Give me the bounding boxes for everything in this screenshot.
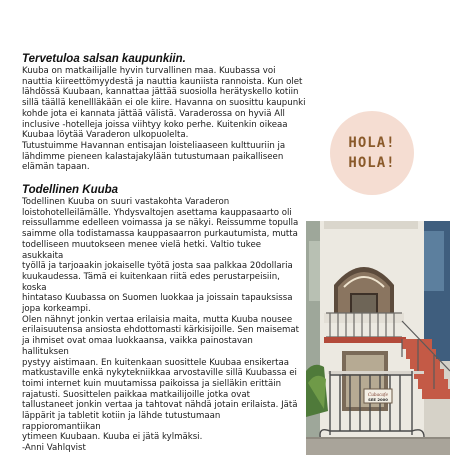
section-heading-welcome: Tervetuloa salsan kaupunkiin. xyxy=(22,53,186,65)
gate-sign-line-2: SEE 2000 xyxy=(368,397,388,402)
hola-badge-line-2: HOLA! xyxy=(348,155,396,171)
hola-badge xyxy=(330,111,414,195)
section-body-real-cuba: Todellinen Kuuba on suuri vastakohta Varaderon loistohotelleilämälle. Yhdysvaltojen asettama kauppasaarto oli reissullamme edelleen voimassa ja se näkyi. Reissumme topulla saimme olla todistamassa kauppasaarron purkautumista, mutta todelliseen muutokseen menee vielä hetki. Valtio tukee asukkaita työllä ja tarjoaakin jokaiselle työtä josta saa palkkaa 20dollaria kuukaudessa. Tämä ei kuitenkaan riitä edes perustarpeisiin, koska hintataso Kuubassa on Suomen luokkaa ja joissain tapauksissa jopa korkeampi. Olen nähnyt jonkin vertaa erilaisia maita, mutta Kuuba nousee erilaisuutensa ansiosta ehdottomasti kärkisijoille. Sen maisemat ja ihmiset ovat omaa luokkaansa, vaikka painostavan hallituksen pystyy aistimaan. En kuitenkaan suosittele Kuubaa ensikertaa matkustaville enkä nykytekniikkaa arvostaville sillä Kuubassa ei toimi internet kuin muutamissa paikoissa ja sielläkin erittäin rajatusti. Suosittelen paikkaa matkailijoille jotka ovat tallustaneet jonkin vertaa ja tahtovat nähdä jotain erilaista. Jätä läppärit ja tabletit kotiin ja lähde tutustumaan rappioromantiikan ytimeen Kuubaan. Kuuba ei jätä kylmäksi. -Anni Vahlqvist xyxy=(22,197,300,454)
section-heading-real-cuba: Todellinen Kuuba xyxy=(22,184,119,196)
gate-sign-line-1: Cubacafe xyxy=(368,392,388,397)
cuban-house-photo xyxy=(306,221,450,455)
hola-badge-line-1: HOLA! xyxy=(348,135,396,151)
section-body-welcome: Kuuba on matkailijalle hyvin turvallinen maa. Kuubassa voi nauttia kiireettömyydestä ja nauttia kauniista rannoista. Kun olet lähdössä Kuubaan, kannattaa jättää suosiolla herätyskello kotiin sillä täällä kenellläkään ei ole kiire. Havanna on suosittu kaupunki kohde jota ei kannata jättää välistä. Varaderossa on hyviä All inclusive -hotelleja joissa viihtyy koko perhe. Kuitenkin oikeaa Kuubaa löytää Varaderon ulkopuolelta. Tutustuimme Havannan entisajan loisteliaaseen kulttuuriin ja lähdimme pieneen kalastajakylään tutustumaan paikalliseen elämän tapaan. xyxy=(22,66,306,173)
